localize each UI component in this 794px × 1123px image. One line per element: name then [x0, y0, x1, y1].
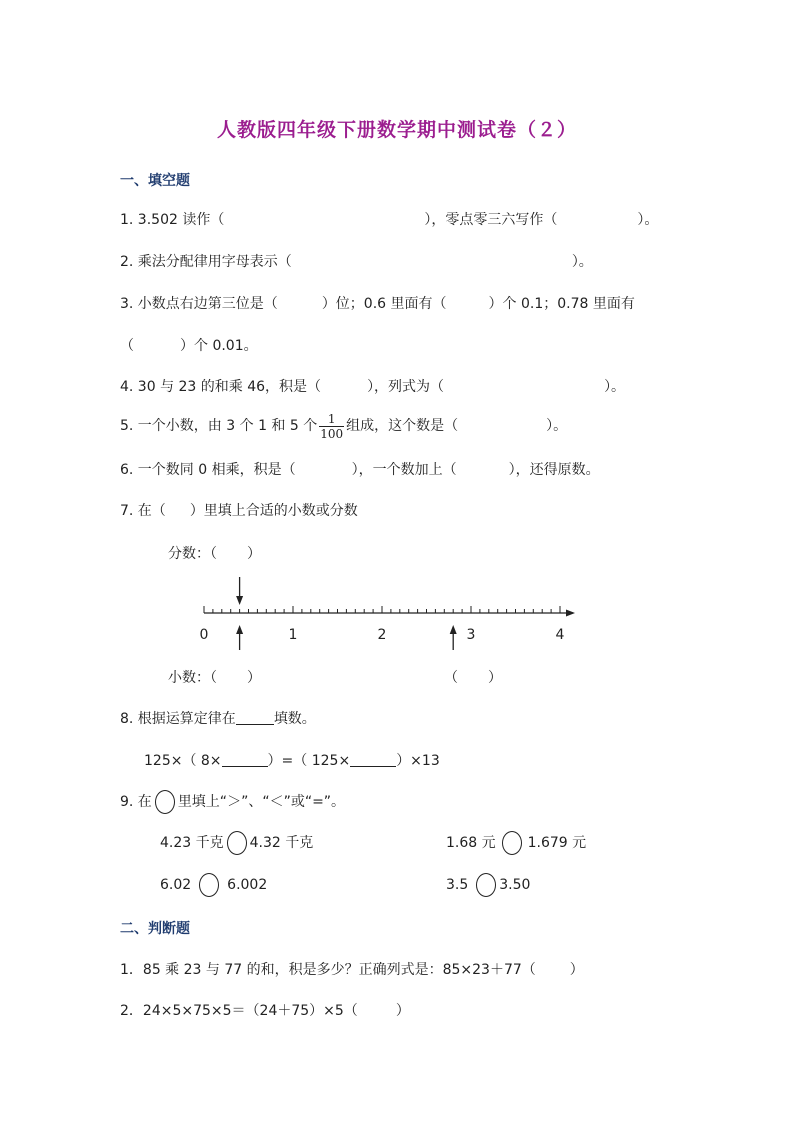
q5-fraction [319, 412, 344, 441]
q6-text-c: ），还得原数。 [508, 462, 600, 478]
question-7 [120, 502, 358, 520]
question-1 [120, 211, 658, 229]
compare-item-3 [160, 872, 267, 898]
compare-2-circle[interactable] [502, 831, 522, 855]
decimal-label: 小数：（ [168, 670, 217, 686]
number-line-labels [200, 627, 565, 643]
q8-underline-blank [236, 710, 274, 725]
q6-text-a: 6. 一个数同 0 相乘，积是（ [120, 462, 296, 478]
question-3-continued [120, 337, 258, 355]
q8eq-blank-1[interactable] [222, 752, 268, 767]
pointer-arrow-up [450, 625, 457, 650]
number-line-tick-label: 3 [466, 627, 476, 643]
question-4 [120, 378, 625, 396]
number-line-arrowhead [566, 610, 575, 617]
question-8-equation [144, 752, 440, 770]
compare-3-circle[interactable] [199, 873, 219, 897]
q5-fraction-denominator: 100 [320, 426, 344, 441]
q5-text-b: 组成，这个数是（ [346, 418, 459, 434]
number-line-ticks [204, 606, 560, 613]
j1-text-b: ） [569, 962, 584, 978]
q3-text-c: ）个 0.1；0.78 里面有 [488, 296, 635, 312]
q4-text-a: 4. 30 与 23 的和乘 46，积是（ [120, 379, 322, 395]
compare-3-right: 6.002 [227, 877, 268, 893]
compare-item-4 [446, 872, 530, 898]
pointer-arrow-down [236, 577, 243, 605]
compare-2-right: 1.679 元 [527, 835, 587, 851]
compare-3-left: 6.02 [160, 877, 192, 893]
second-open-paren: （ [444, 670, 458, 686]
q8-text-b: 填数。 [273, 711, 316, 727]
section-heading-fill-in: 一、填空题 [120, 173, 190, 189]
number-line-tick-label: 4 [555, 627, 565, 643]
q4-text-b: ），列式为（ [367, 379, 445, 395]
compare-4-left: 3.5 [446, 877, 469, 893]
page-title: 人教版四年级下册数学期中测试卷（２） [216, 119, 577, 141]
q9-circle-example [155, 790, 175, 814]
question-3 [120, 295, 635, 313]
decimal-close-paren: ） [247, 670, 261, 686]
second-close-paren: ） [488, 670, 502, 686]
q7-text-b: ）里填上合适的小数或分数 [189, 503, 358, 519]
j1-text-a: 1．85 乘 23 与 77 的和，积是多少？正确列式是：85×23＋77（ [120, 962, 536, 978]
compare-4-right: 3.50 [499, 877, 531, 893]
number-line-figure [190, 570, 590, 660]
decimal-answer-row-2 [444, 669, 502, 687]
question-2 [120, 253, 593, 271]
q3-text-a: 3. 小数点右边第三位是（ [120, 296, 278, 312]
q2-text-b: ）。 [571, 254, 593, 270]
compare-1-right: 4.32 千克 [249, 835, 314, 851]
q5-text-a: 5. 一个小数，由 3 个 1 和 5 个 [120, 418, 318, 434]
fraction-close-paren: ） [247, 546, 261, 562]
question-5 [120, 408, 567, 444]
q3b-text-b: ）个 0.01。 [180, 338, 258, 354]
judge-question-1 [120, 961, 584, 979]
q1-text-c: ）。 [637, 212, 659, 228]
question-8 [120, 710, 316, 728]
judge-question-2 [120, 1002, 410, 1020]
compare-1-left: 4.23 千克 [160, 835, 224, 851]
j2-text-b: ） [395, 1003, 410, 1019]
q8eq-text-c: ）×13 [396, 753, 440, 769]
decimal-answer-row [168, 669, 261, 687]
compare-2-left: 1.68 元 [446, 835, 496, 851]
fraction-label: 分数：（ [168, 546, 217, 562]
compare-1-circle[interactable] [227, 831, 247, 855]
question-9 [120, 789, 345, 815]
compare-item-1 [160, 830, 313, 856]
q8-text-a: 8. 根据运算定律在 [120, 711, 236, 727]
q5-text-c: ）。 [546, 418, 568, 434]
q6-text-b: ），一个数加上（ [351, 462, 457, 478]
question-6 [120, 461, 600, 479]
number-line-tick-label: 1 [288, 627, 298, 643]
q2-text-a: 2. 乘法分配律用字母表示（ [120, 254, 292, 270]
q1-text-a: 1. 3.502 读作（ [120, 212, 225, 228]
q8eq-blank-2[interactable] [350, 752, 396, 767]
q3b-text-a: （ [120, 338, 134, 354]
q9-text-b: 里填上“＞”、“＜”或“=”。 [177, 794, 346, 810]
q4-text-c: ）。 [604, 379, 626, 395]
number-line-tick-label: 0 [199, 627, 209, 643]
q8eq-text-b: ）=（ 125× [267, 753, 351, 769]
q5-fraction-numerator: 1 [319, 412, 344, 427]
q3-text-b: ）位；0.6 里面有（ [321, 296, 447, 312]
pointer-arrow-up [236, 625, 243, 650]
compare-item-2 [446, 830, 586, 856]
section-heading-true-false: 二、判断题 [120, 921, 190, 937]
q1-text-b: ），零点零三六写作（ [424, 212, 558, 228]
fraction-answer-row [168, 545, 261, 563]
q8eq-text-a: 125×（ 8× [144, 753, 222, 769]
q7-text-a: 7. 在（ [120, 503, 166, 519]
compare-4-circle[interactable] [476, 873, 496, 897]
q9-text-a: 9. 在 [120, 794, 152, 810]
j2-text-a: 2．24×5×75×5＝（24＋75）×5（ [120, 1003, 358, 1019]
number-line-tick-label: 2 [377, 627, 387, 643]
